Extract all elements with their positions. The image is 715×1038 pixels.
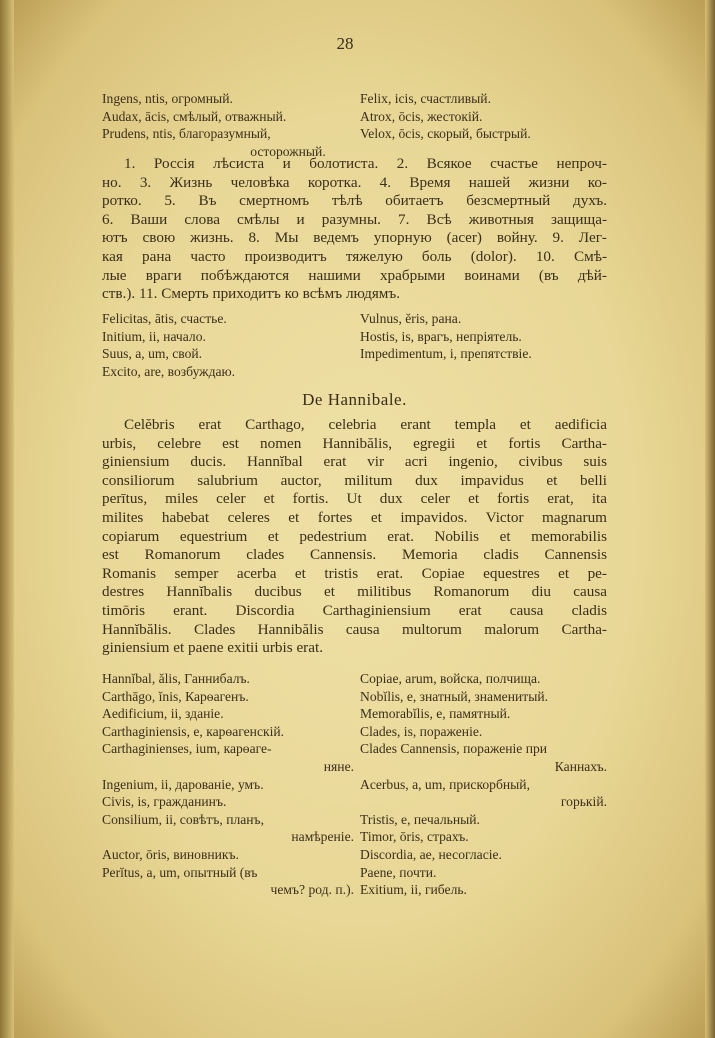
vocabulary-entry-left: Prudens, ntis, благоразумный, (102, 126, 271, 142)
vocabulary-entry-left: Civis, is, гражданинъ. (102, 794, 227, 810)
vocabulary-row (102, 345, 607, 363)
vocabulary-entry-right: Atrox, ōcis, жестокій. (360, 108, 483, 124)
vocabulary-entry-right: Hostis, is, врагъ, непріятель. (360, 328, 522, 344)
vocabulary-entry-left: осторожный. (250, 143, 326, 159)
vocabulary-list-2 (102, 310, 607, 380)
text-line: giniensium ducis. Hannĭbal erat vir acri ingenio, civibus suis (102, 453, 607, 471)
vocabulary-entry-right: Nobĭlis, e, знатный, знаменитый. (360, 688, 549, 704)
vocabulary-row (102, 310, 607, 328)
vocabulary-entry-right: Clades, is, пораженіе. (360, 723, 483, 739)
vocabulary-entry-right (360, 363, 607, 381)
vocabulary-entry-left: Carthaginiensis, e, карѳагенскій. (102, 723, 285, 739)
text-line: timōris erant. Discordia Carthaginiensium erat causa cladis (102, 601, 607, 619)
text-line: Celĕbris erat Carthago, celebria erant templa et aedificia (124, 416, 607, 433)
vocabulary-entry-right: Impedimentum, i, препятствіе. (360, 346, 532, 362)
vocabulary-row (102, 688, 607, 706)
russian-exercise-paragraph (102, 155, 607, 304)
vocabulary-entry-right: Tristis, e, печальный. (360, 811, 480, 827)
vocabulary-entry-left: няне. (323, 758, 354, 774)
section-heading: De Hannibale. (302, 390, 407, 409)
vocabulary-entry-left: Audax, ācis, смѣлый, отважный. (102, 108, 287, 124)
vocabulary-row (102, 864, 607, 882)
vocabulary-entry-left: Auctor, ōris, виновникъ. (102, 846, 239, 862)
vocabulary-row (102, 881, 607, 899)
text-line: giniensium et paene exitii urbis erat. (102, 639, 323, 657)
vocabulary-entry-left: Carthaginienses, ium, карѳаге- (102, 741, 272, 757)
vocabulary-entry-right: Clades Cannensis, пораженіе при (360, 741, 548, 757)
text-line: но. 3. Жизнь человѣка коротка. 4. Время нашей жизни ко- (102, 173, 607, 191)
vocabulary-row (102, 793, 607, 811)
text-line: 1. Россія лѣсиста и болотиста. 2. Всякое счастье непроч- (124, 155, 607, 172)
vocabulary-entry-right: Exitium, ii, гибель. (360, 882, 467, 898)
vocabulary-entry-left: Consilium, ii, совѣтъ, планъ, (102, 811, 264, 827)
vocabulary-entry-right: Velox, ōcis, скорый, быстрый. (360, 126, 531, 142)
vocabulary-entry-right: Paene, почти. (360, 864, 437, 880)
vocabulary-row (102, 811, 607, 829)
vocabulary-entry-right: Timor, ōris, страхъ. (360, 829, 469, 845)
vocabulary-row (102, 723, 607, 741)
vocabulary-entry-left: Carthāgo, ĭnis, Карѳагенъ. (102, 688, 249, 704)
vocabulary-entry-left: Aedificium, ii, зданіе. (102, 706, 224, 722)
vocabulary-row (102, 758, 607, 776)
vocabulary-row (102, 328, 607, 346)
text-line: кая рана часто производитъ тяжелую боль (dolor). 10. Смѣ- (102, 247, 607, 265)
latin-text-paragraph (102, 416, 607, 658)
text-line: est Romanorum clades Cannensis. Memoria cladis Cannensis (102, 546, 607, 564)
vocabulary-entry-left: Ingenium, ii, дарованіе, умъ. (102, 776, 264, 792)
text-line: destres Hannĭbalis ducibus et militibus Romanorum diu causa (102, 583, 607, 601)
page-left-edge (0, 0, 14, 1038)
vocabulary-list-3 (102, 670, 607, 899)
vocabulary-list-1 (102, 90, 607, 160)
vocabulary-row (102, 90, 607, 108)
vocabulary-row (102, 828, 607, 846)
text-line: urbis, celebre est nomen Hannibălis, egregii et fortis Cartha- (102, 434, 607, 452)
vocabulary-entry-left: Suus, a, um, свой. (102, 346, 203, 362)
vocabulary-entry-right: Каннахъ. (554, 758, 607, 774)
page-right-edge (705, 0, 715, 1038)
text-line: лые враги побѣждаются нашими храбрыми воинами (въ дѣй- (102, 266, 607, 284)
vocabulary-entry-left: чемъ? род. п.). (270, 882, 354, 898)
vocabulary-entry-left: Hannĭbal, ălis, Ганнибалъ. (102, 671, 250, 686)
vocabulary-entry-right: Vulnus, ĕris, рана. (360, 311, 462, 326)
vocabulary-row (102, 705, 607, 723)
vocabulary-row (102, 740, 607, 758)
vocabulary-row (102, 125, 607, 143)
text-line: milites habebat celeres et fortes et impavidos. Victor magnarum (102, 508, 607, 526)
vocabulary-entry-right: Copiae, arum, войска, полчища. (360, 671, 541, 686)
vocabulary-entry-right: Discordia, ae, несогласіе. (360, 846, 502, 862)
page-number: 28 (336, 34, 354, 53)
text-line: ств.). 11. Смерть приходитъ ко всѣмъ людямъ. (102, 285, 401, 303)
vocabulary-entry-right: Felix, icis, счастливый. (360, 91, 491, 106)
vocabulary-entry-left: Excito, are, возбуждаю. (102, 363, 236, 379)
vocabulary-entry-left: Felicitas, ātis, счастье. (102, 311, 227, 326)
text-line: ютъ свою жизнь. 8. Мы ведемъ упорную (acer) войну. 9. Лег- (102, 229, 607, 247)
vocabulary-entry-left: Ingens, ntis, огромный. (102, 91, 233, 106)
vocabulary-entry-right: Acerbus, a, um, прискорбный, (360, 776, 530, 792)
vocabulary-row (102, 363, 607, 381)
vocabulary-entry-right: горькій. (560, 794, 607, 810)
vocabulary-row (102, 846, 607, 864)
vocabulary-entry-left: намѣреніе. (291, 829, 354, 845)
text-line: copiarum equestrium et pedestrium erat. Nobilis et memorabilis (102, 527, 607, 545)
text-line: consiliorum salubrium auctor, militum dux impavidus et belli (102, 471, 607, 489)
vocabulary-entry-left: Initium, ii, начало. (102, 328, 206, 344)
vocabulary-entry-right: Memorabĭlis, e, памятный. (360, 706, 511, 722)
vocabulary-row (102, 776, 607, 794)
vocabulary-row (102, 108, 607, 126)
text-line: 6. Ваши слова смѣлы и разумны. 7. Всѣ животныя защища- (102, 210, 607, 228)
text-line: Romanis semper acerba et tristis erat. Copiae equestres et pe- (102, 564, 607, 582)
text-line: Hannĭbălis. Clades Hannibălis causa multorum malorum Cartha- (102, 620, 607, 638)
vocabulary-row (102, 670, 607, 688)
text-line: ротко. 5. Въ смертномъ тѣлѣ обитаетъ безсмертный духъ. (102, 192, 607, 210)
vocabulary-entry-left: Perĭtus, a, um, опытный (въ (102, 864, 258, 880)
text-line: perītus, miles celer et fortis. Ut dux celer et fortis erat, ita (102, 490, 607, 508)
